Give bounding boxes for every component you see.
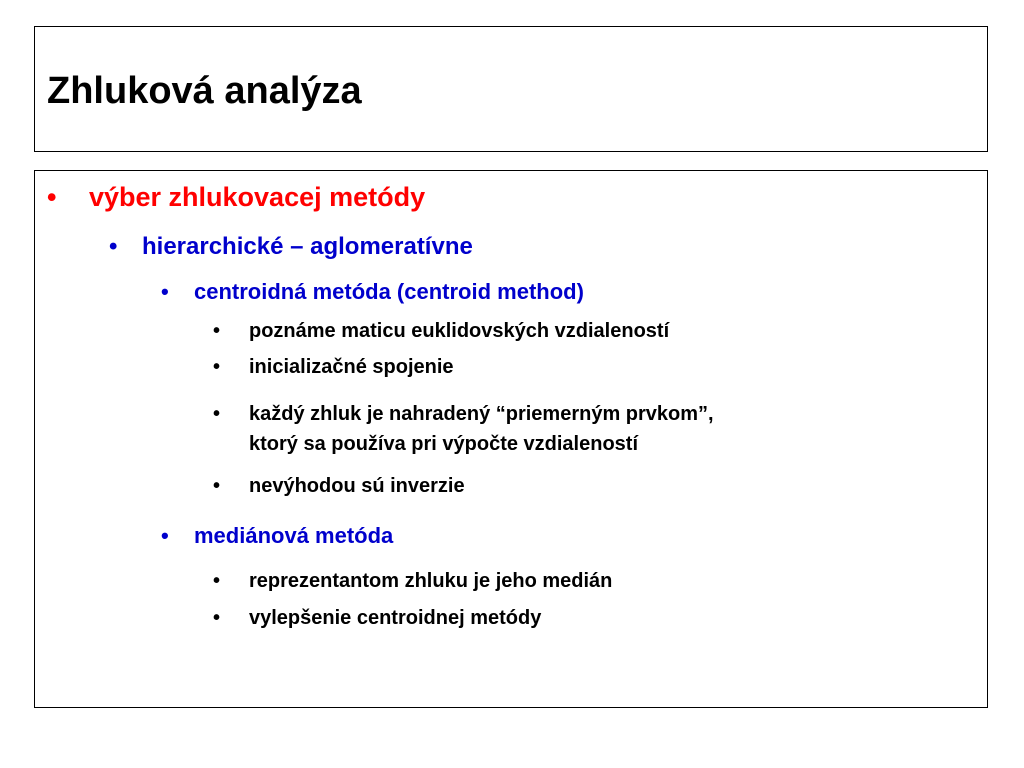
bullet-icon: • xyxy=(161,523,169,548)
slide-title: Zhluková analýza xyxy=(47,70,362,112)
bullet-icon: • xyxy=(213,403,221,425)
bullet-icon: • xyxy=(213,356,221,378)
bullet-text: centroidná metóda (centroid method) xyxy=(194,279,584,304)
bullet-text: každý zhluk je nahradený “priemerným prvkom”, xyxy=(249,403,714,425)
bullet-icon: • xyxy=(213,320,221,342)
bullet-text-continuation: ktorý sa používa pri výpočte vzdialeností xyxy=(249,433,639,455)
bullet-text: poznáme maticu euklidovských vzdialeností xyxy=(249,320,670,342)
bullet-icon: • xyxy=(213,570,221,592)
title-box xyxy=(34,26,988,152)
bullet-text: inicializačné spojenie xyxy=(249,356,454,378)
bullet-text: reprezentantom zhluku je jeho medián xyxy=(249,570,613,592)
bullet-text: výber zhlukovacej metódy xyxy=(89,182,426,212)
bullet-text: vylepšenie centroidnej metódy xyxy=(249,607,542,629)
bullet-icon: • xyxy=(161,279,169,304)
bullet-icon: • xyxy=(109,233,118,260)
bullet-icon: • xyxy=(213,607,221,629)
bullet-icon: • xyxy=(213,475,221,497)
content-box xyxy=(34,170,988,708)
bullet-icon: • xyxy=(47,182,57,212)
bullet-text: mediánová metóda xyxy=(194,523,394,548)
bullet-text: nevýhodou sú inverzie xyxy=(249,475,465,497)
bullet-text: hierarchické – aglomeratívne xyxy=(142,233,473,260)
